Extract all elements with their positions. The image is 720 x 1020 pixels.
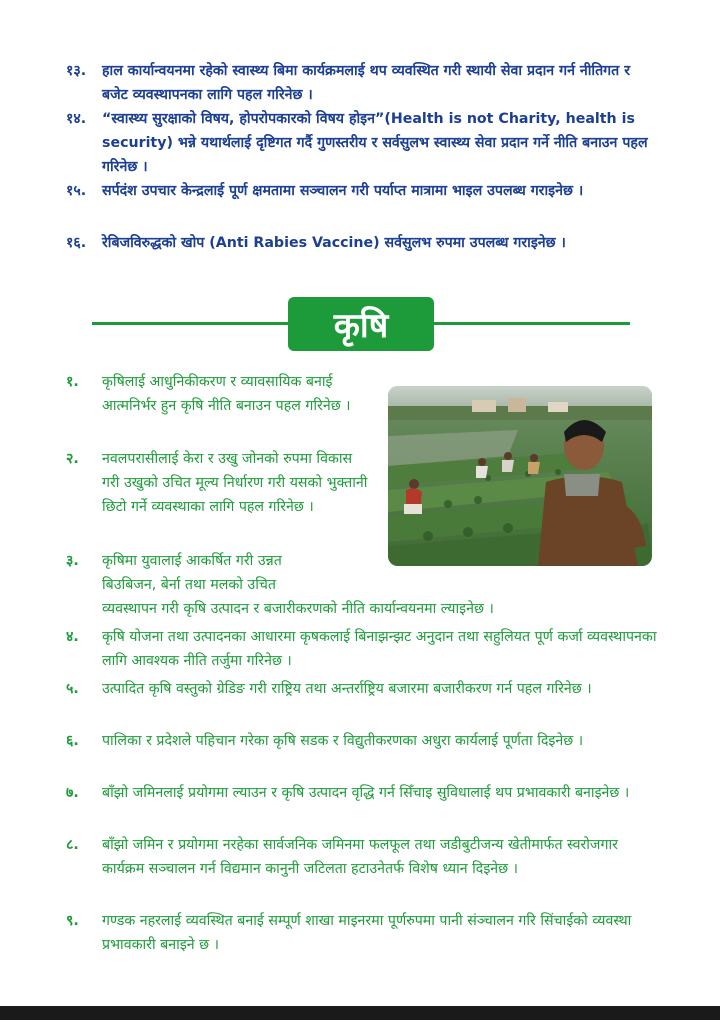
item-number: ७. [66, 785, 79, 801]
item-number: ९. [66, 913, 79, 929]
item-number: १३. [66, 63, 87, 79]
item-text-line: बिउबिजन, बेर्ना तथा मलको उचित [102, 577, 276, 593]
item-number: ५. [66, 681, 79, 697]
item-text: नवलपरासीलाई केरा र उखु जोनको रुपमा विकास गरी उखुको उचित मूल्य निर्धारण गरी यसको भुक्तानी छिटो गर्ने व्यवस्थाका लागि पहल गरिनेछ । [102, 451, 368, 515]
item-text: बाँझो जमिनलाई प्रयोगमा ल्याउन र कृषि उत्पादन वृद्धि गर्न सिँचाइ सुविधालाई थप प्रभावकारी बनाइनेछ । [102, 785, 630, 801]
item-text: गण्डक नहरलाई व्यवस्थित बनाई सम्पूर्ण शाखा माइनरमा पूर्णरुपमा पानी संञ्चालन गरि सिंचाईको व्यवस्था प्रभावकारी बनाइने छ । [102, 913, 632, 953]
item-text: हाल कार्यान्वयनमा रहेको स्वास्थ्य बिमा कार्यक्रमलाई थप व्यवस्थित गरी स्थायी सेवा प्रदान गर्न नीतिगत र बजेट व्यवस्थापनका लागि पहल गरिनेछ । [102, 63, 631, 103]
item-number: ८. [66, 837, 79, 853]
item-text-line: कृषिमा युवालाई आकर्षित गरी उन्नत [102, 553, 282, 569]
item-number: २. [66, 451, 79, 467]
item-text: पालिका र प्रदेशले पहिचान गरेका कृषि सडक र विद्युतीकरणका अधुरा कार्यलाई पूर्णता दिइनेछ । [102, 733, 584, 749]
item-text: कृषिलाई आधुनिकीकरण र व्यावसायिक बनाई आत्मनिर्भर हुन कृषि नीति बनाउन पहल गरिनेछ । [102, 374, 351, 414]
item-number: १५. [66, 183, 87, 199]
item-text: “स्वास्थ्य सुरक्षाको विषय, हाेपराेपकारकाे विषय हाेइन”(Health is not Charity, health is security) भन्ने यथार्थलाई दृष्टिगत गर्दै गुणस्तरीय र सर्वसुलभ स्वास्थ्य सेवा प्रदान गर्ने नीति बनाउन पहल गरिनेछ । [102, 111, 648, 175]
item-number: ३. [66, 553, 79, 569]
bottom-bar [0, 1006, 720, 1020]
item-number: १६. [66, 235, 87, 251]
item-text: सर्पदंश उपचार केन्द्रलाई पूर्ण क्षमतामा सञ्चालन गरी पर्याप्त मात्रामा भाइल उपलब्ध गराइनेछ । [102, 183, 584, 199]
item-number: ४. [66, 629, 79, 645]
item-text: रेबिजविरुद्धको खोप (Anti Rabies Vaccine) सर्वसुलभ रुपमा उपलब्ध गराइनेछ । [102, 235, 566, 251]
heading-rule-right [430, 322, 630, 325]
item-text: बाँझो जमिन र प्रयोगमा नरहेका सार्वजनिक जमिनमा फलफूल तथा जडीबुटीजन्य खेतीमार्फत स्वरोजगार कार्यक्रम सञ्चालन गर्न विद्यमान कानुनी जटिलता हटाउनेतर्फ विशेष ध्यान दिइनेछ । [102, 837, 618, 877]
farm-photo [388, 386, 652, 566]
item-number: ६. [66, 733, 79, 749]
section-heading: कृषि [288, 297, 434, 351]
item-number: १. [66, 374, 79, 390]
item-text: कृषि योजना तथा उत्पादनका आधारमा कृषकलाई बिनाझन्झट अनुदान तथा सहुलियत पूर्ण कर्जा व्यवस्थापनका लागि आवश्यक नीति तर्जुमा गरिनेछ । [102, 629, 657, 669]
item-text-line: व्यवस्थापन गरी कृषि उत्पादन र बजारीकरणको नीति कार्यान्वयनमा ल्याइनेछ । [102, 601, 494, 617]
heading-rule-left [92, 322, 292, 325]
item-number: १४. [66, 111, 87, 127]
item-text: उत्पादित कृषि वस्तुको ग्रेडिङ गरी राष्ट्रिय तथा अन्तर्राष्ट्रिय बजारमा बजारीकरण गर्न पहल गरिनेछ । [102, 681, 592, 697]
